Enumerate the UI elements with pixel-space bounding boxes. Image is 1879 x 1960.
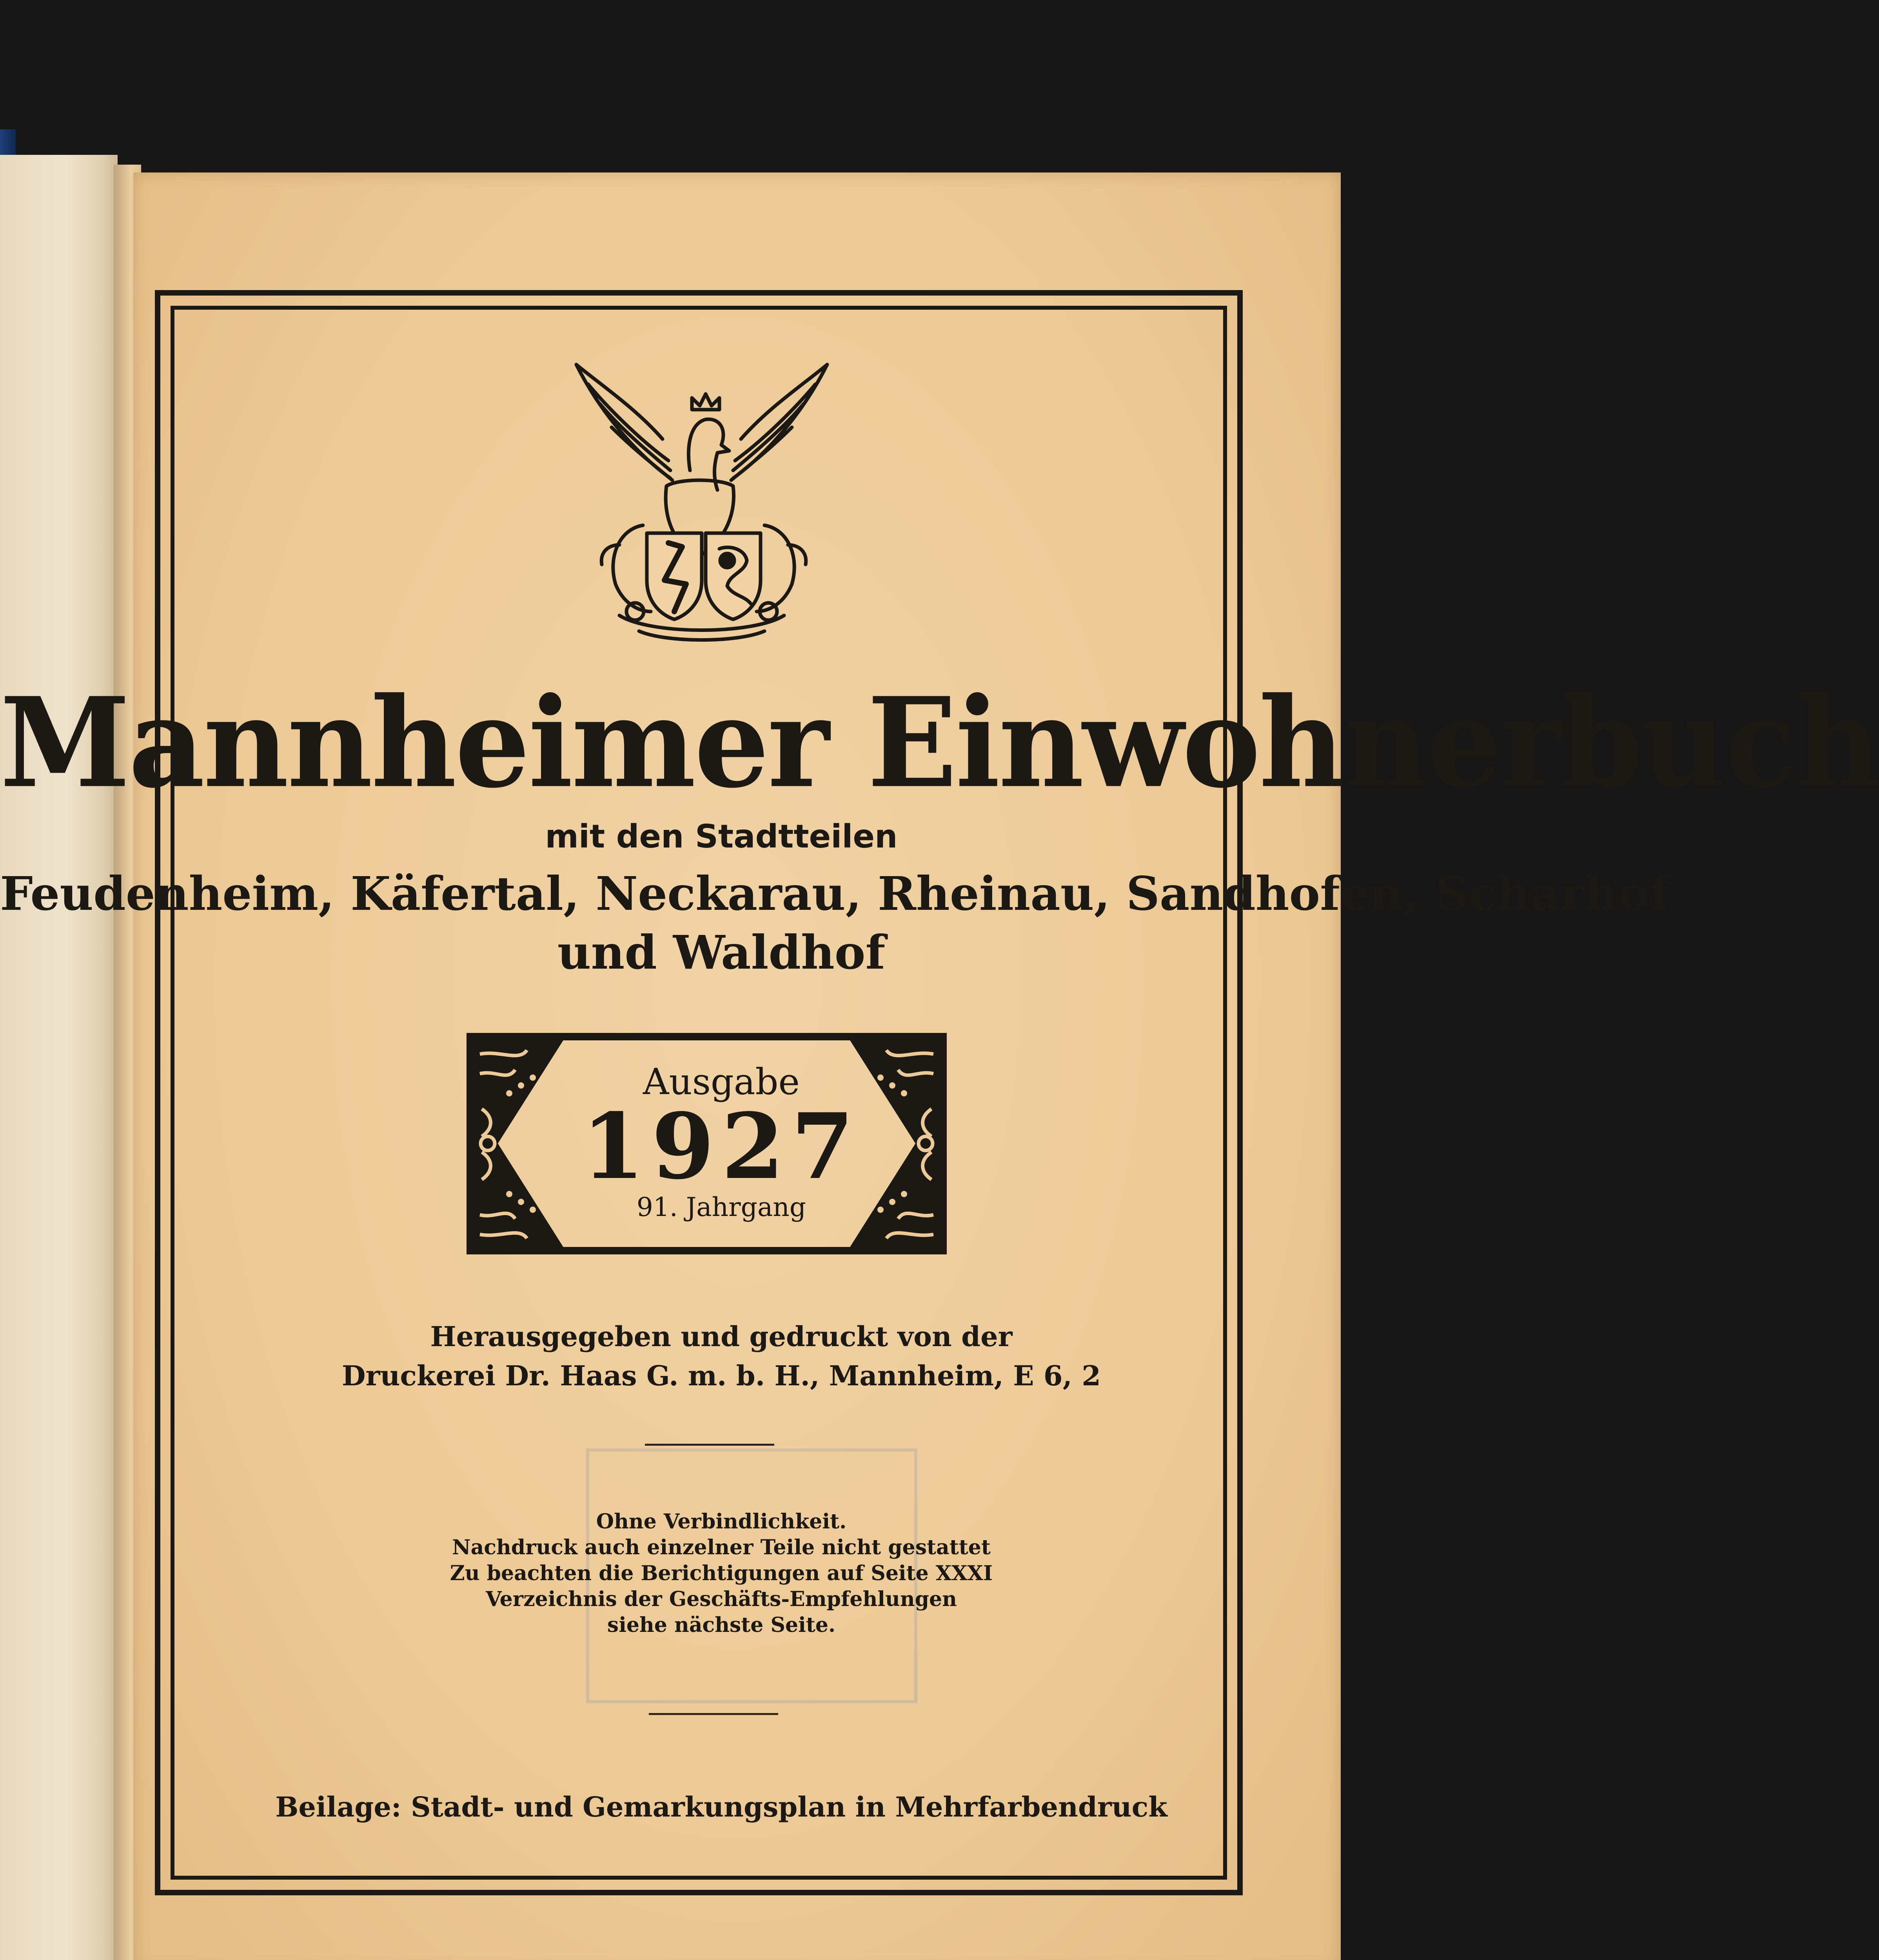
note-line: Nachdruck auch einzelner Teile nicht gestattet — [452, 1535, 991, 1559]
left-page-leaf — [0, 155, 118, 1960]
divider-rule-top — [645, 1444, 774, 1446]
publisher-line-1: Herausgegeben und gedruckt von der — [430, 1320, 1013, 1353]
districts-line-2: und Waldhof — [557, 925, 886, 980]
districts-line-1: Feudenheim, Käfertal, Neckarau, Rheinau, Sandhofen, Scharhof — [0, 866, 1669, 921]
coat-of-arms-icon — [572, 361, 831, 643]
edition-year: 1927 — [581, 1094, 861, 1200]
book-title: Mannheimer Einwohnerbuch — [0, 670, 1879, 815]
supplement-note: Beilage: Stadt- und Gemarkungsplan in Mehrfarbendruck — [275, 1791, 1167, 1823]
subtitle: mit den Stadtteilen — [545, 818, 898, 855]
divider-rule-bottom — [649, 1713, 778, 1715]
edition-label: Ausgabe — [643, 1061, 800, 1103]
edition-volume: 91. Jahrgang — [636, 1192, 806, 1222]
note-line: siehe nächste Seite. — [607, 1613, 836, 1637]
note-line: Ohne Verbindlichkeit. — [596, 1510, 847, 1534]
note-line: Zu beachten die Berichtigungen auf Seite XXXI — [450, 1561, 993, 1585]
publisher-line-2: Druckerei Dr. Haas G. m. b. H., Mannheim, E 6, 2 — [341, 1359, 1101, 1392]
note-line: Verzeichnis der Geschäfts-Empfehlungen — [486, 1587, 957, 1611]
